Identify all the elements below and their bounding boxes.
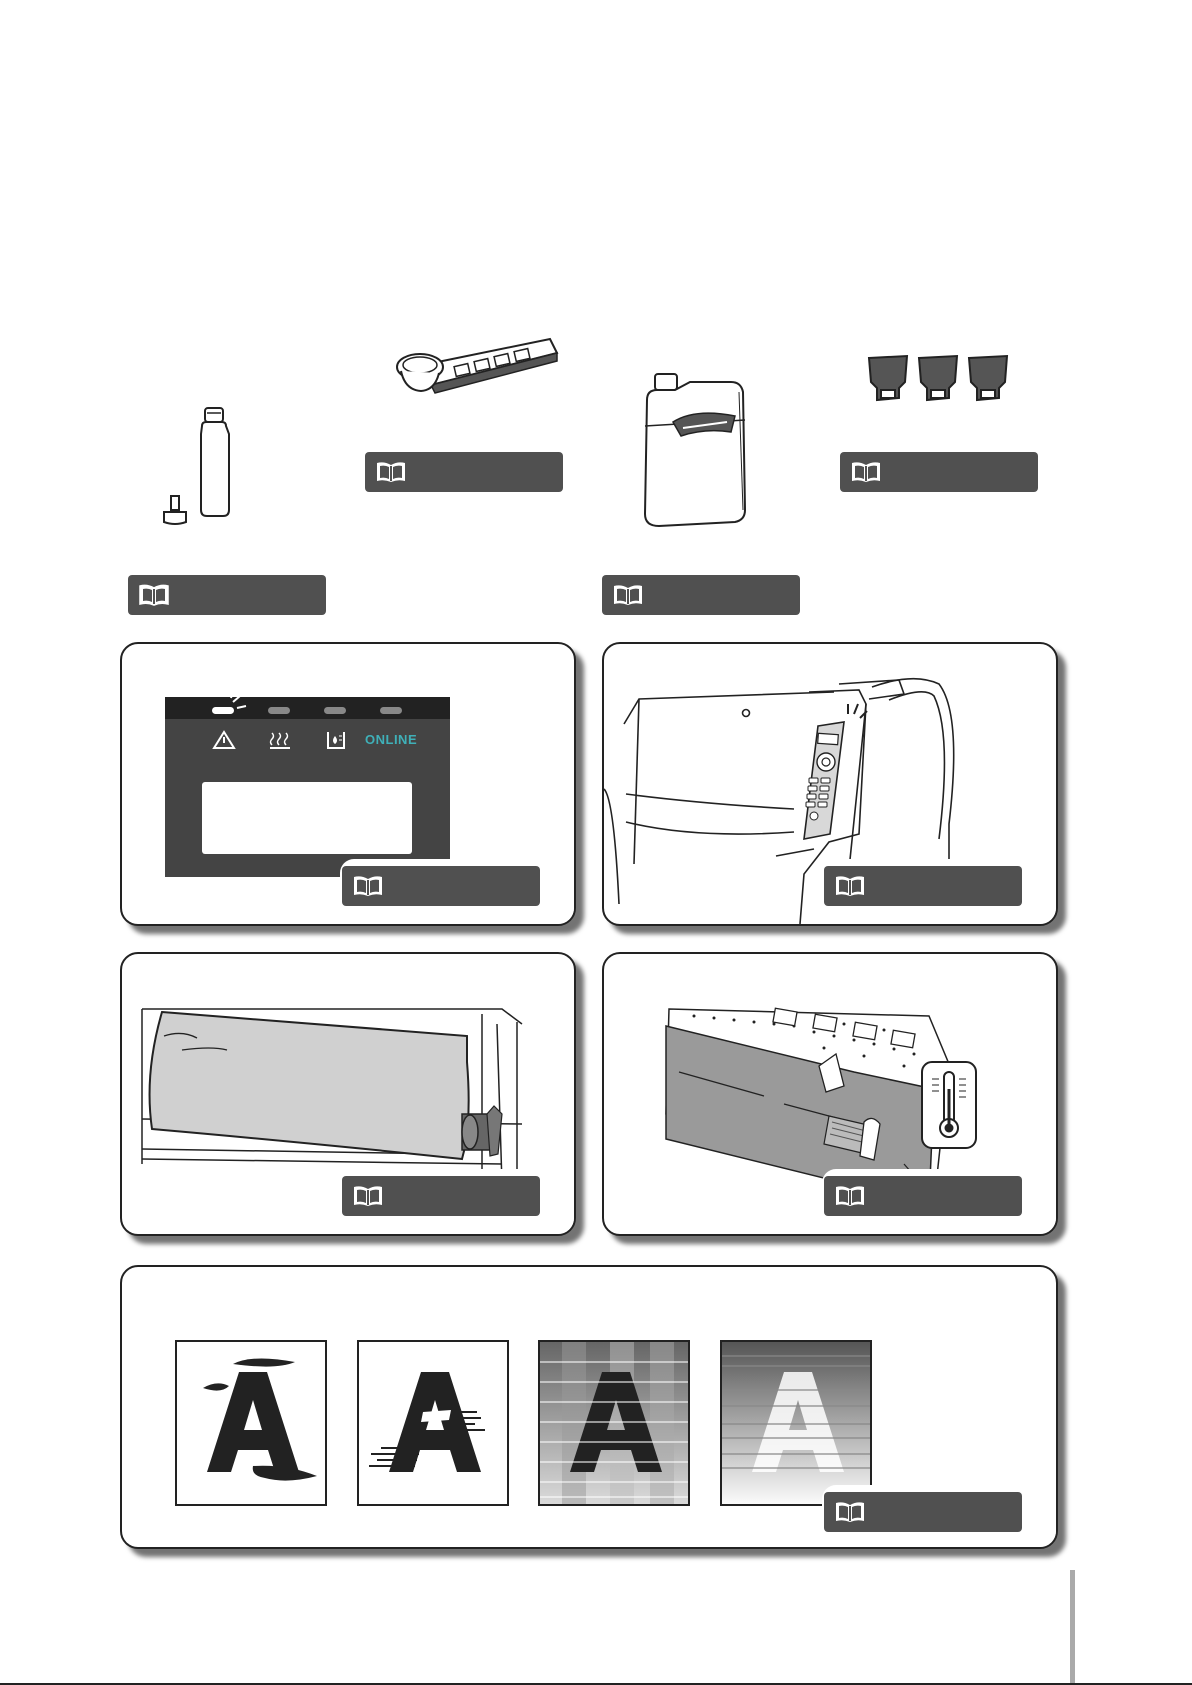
printer-front-panel (602, 642, 1058, 926)
book-icon (834, 874, 866, 898)
manual-reference-badge (365, 452, 563, 492)
online-status-label: ONLINE (365, 732, 418, 747)
manual-reference-badge (824, 1492, 1022, 1532)
manual-reference-badge (824, 866, 1022, 906)
manual-reference-badge (840, 452, 1038, 492)
page-tab-marker (1070, 1570, 1075, 1685)
ink-drops-sample-icon (175, 1340, 327, 1506)
manual-reference-badge (824, 1176, 1022, 1216)
banding-sample-icon (538, 1340, 690, 1506)
book-icon (352, 874, 384, 898)
book-icon (834, 1184, 866, 1208)
print-quality-panel (120, 1265, 1058, 1549)
book-icon (352, 1184, 384, 1208)
cleaning-liquid-bottle-icon (160, 400, 260, 530)
wiper-kit-icon (395, 335, 565, 415)
manual-reference-badge (342, 866, 540, 906)
heater-temperature-panel (602, 952, 1058, 1236)
smearing-sample-icon (357, 1340, 509, 1506)
book-icon (612, 583, 644, 607)
media-loading-panel (120, 952, 576, 1236)
faint-print-sample-icon (720, 1340, 872, 1506)
book-icon (850, 460, 882, 484)
wiper-blades-icon (865, 352, 1020, 412)
waste-ink-bottle-icon (635, 370, 750, 530)
book-icon (834, 1500, 866, 1524)
book-icon (375, 460, 407, 484)
manual-reference-badge (128, 575, 326, 615)
manual-reference-badge (342, 1176, 540, 1216)
book-icon (138, 583, 170, 607)
control-panel-display-panel (120, 642, 576, 926)
manual-reference-badge (602, 575, 800, 615)
